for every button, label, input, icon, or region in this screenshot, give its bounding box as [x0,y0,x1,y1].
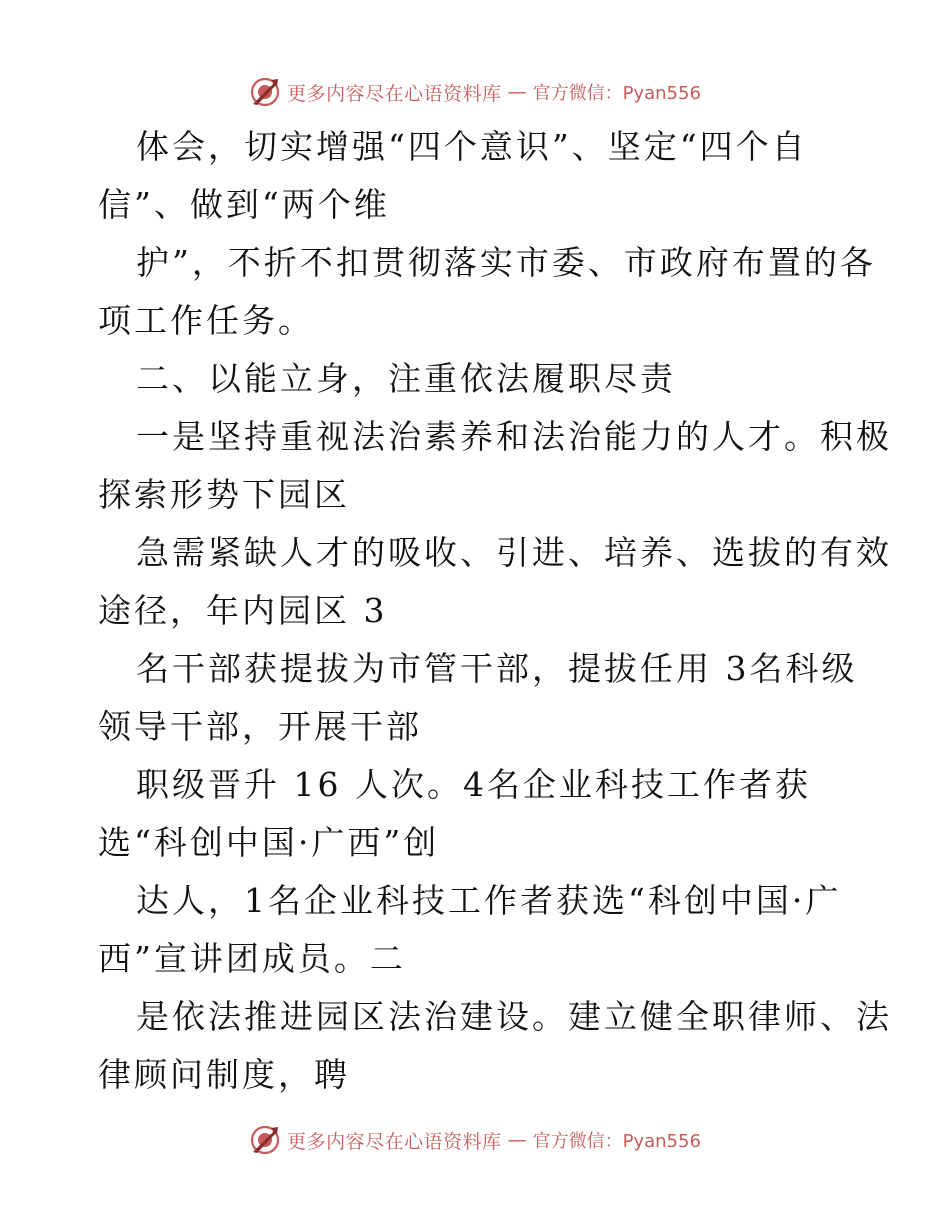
body-line: 达人，1名企业科技工作者获选“科创中国·广 [136,881,842,920]
quill-pen-circle-icon [249,76,281,108]
wechat-contact-text: 官方微信：Pyan556 [532,1131,701,1152]
body-line: 是依法推进园区法治建设。建立健全职律师、法 [136,997,892,1036]
document-body [98,118,892,1104]
body-line: 西”宣讲团成员。二 [98,939,406,978]
site-name-text: 更多内容尽在心语资料库 [287,82,502,105]
body-line: 急需紧缺人才的吸收、引进、培养、选拔的有效 [136,533,892,572]
separator-dash: — [507,1129,527,1151]
body-line: 领导干部，开展干部 [98,707,422,746]
wechat-contact-text: 官方微信：Pyan556 [532,83,701,104]
separator-dash: — [507,81,527,103]
section-heading: 二、以能立身，注重依法履职尽责 [136,359,676,398]
site-name-text: 更多内容尽在心语资料库 [287,1130,502,1153]
quill-pen-circle-icon [249,1124,281,1156]
body-line: 名干部获提拔为市管干部，提拔任用 3名科级 [136,649,858,688]
body-line: 律顾问制度，聘 [98,1055,350,1094]
body-line: 途径，年内园区 3 [98,591,388,630]
body-line: 职级晋升 16 人次。4名企业科技工作者获 [136,765,811,804]
body-line: 信”、做到“两个维 [98,185,390,224]
body-line: 探索形势下园区 [98,475,350,514]
footer-banner [0,1120,950,1160]
body-line: 一是坚持重视法治素养和法治能力的人才。积极 [136,417,892,456]
body-line: 护”，不折不扣贯彻落实市委、市政府布置的各 [136,243,876,282]
body-line: 体会，切实增强“四个意识”、坚定“四个自 [136,127,808,166]
header-banner [0,72,950,112]
body-line: 项工作任务。 [98,301,314,340]
body-line: 选“科创中国·广西”创 [98,823,440,862]
